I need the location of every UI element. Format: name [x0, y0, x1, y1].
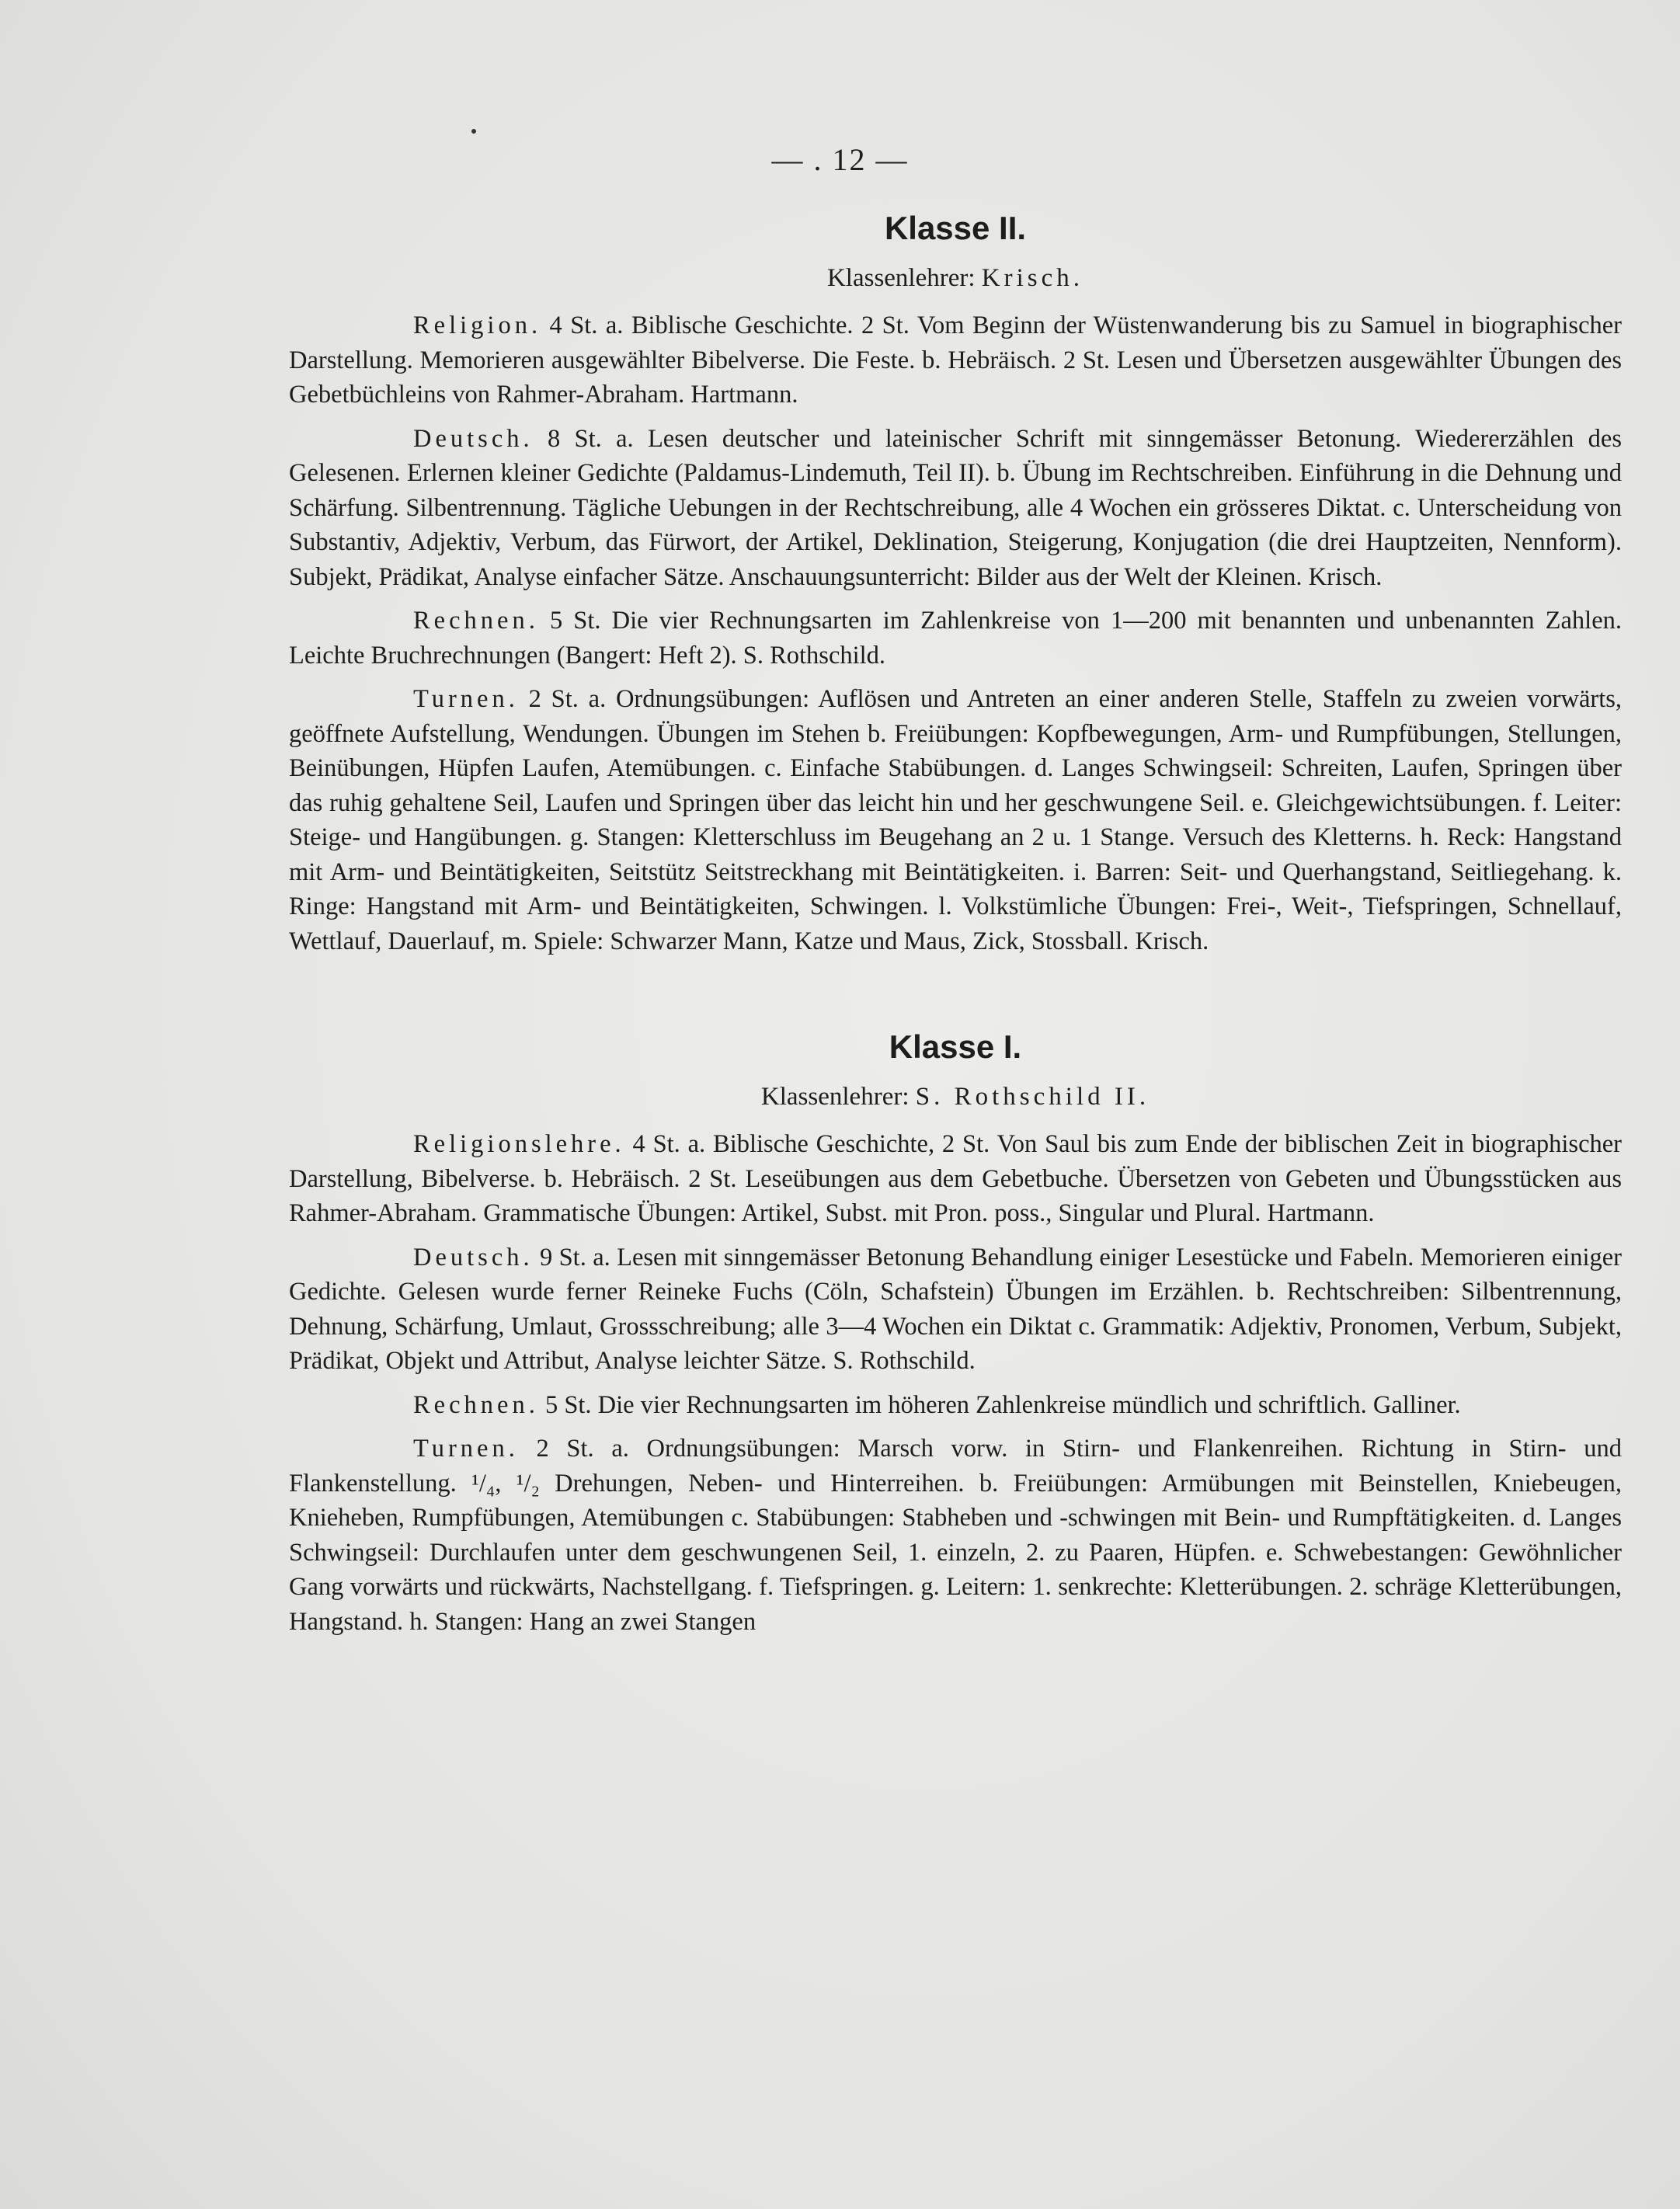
section-klasse-2 — [289, 210, 1622, 958]
class-teacher-line — [289, 1083, 1622, 1111]
paragraph-body: 9 St. a. Lesen mit sinngemässer Betonung Behandlung einiger Lesestücke und Fabeln. Memorieren einiger Gedichte. Gelesen wurde ferner Reineke Fuchs (Cöln, Schafstein) Übungen im Erzählen. b. Rechtschreiben: Silbentrennung, Dehnung, Schärfung, Umlaut, Grossschreibung; alle 3—4 Wochen ein Diktat c. Grammatik: Adjektiv, Pronomen, Verbum, Subjekt, Prädikat, Objekt und Attribut, Analyse leichter Sätze. S. Rothschild. — [289, 1243, 1623, 1375]
teacher-label: Klassenlehrer: — [760, 1083, 910, 1111]
paragraph-body: 2 St. a. Ordnungsübungen: Auflösen und Antreten an einer anderen Stelle, Staffeln zu zweien vorwärts, geöffnete Aufstellung, Wendungen. Übungen im Stehen b. Freiübungen: Kopfbewegungen, Arm- und Rumpfübungen, Stellungen, Beinübungen, Hüpfen Laufen, Atemübungen. c. Einfache Stabübungen. d. Langes Schwingseil: Schreiten, Laufen, Springen über das ruhig gehaltene Seil, Laufen und Springen über das leicht hin und her geschwungene Seil. e. Gleichgewichtsübungen. f. Leiter: Steige- und Hangübungen. g. Stangen: Kletterschluss im Beugehang an 2 u. 1 Stange. Versuch des Kletterns. h. Reck: Hangstand mit Arm- und Beintätigkeiten, Seitstütz Seitstreckhang mit Beintätigkeiten. i. Barren: Seit- und Querhangstand, Seitliegehang. k. Ringe: Hangstand mit Arm- und Beintätigkeiten, Schwingen. l. Volkstümliche Übungen: Frei-, Weit-, Tiefspringen, Schnellauf, Wettlauf, Dauerlauf, m. Spiele: Schwarzer Mann, Katze und Maus, Zick, Stossball. Krisch. — [289, 685, 1623, 955]
paragraph-rechnen — [289, 604, 1622, 673]
paragraph-deutsch — [289, 1240, 1622, 1379]
subject-label: Deutsch. — [413, 1243, 534, 1271]
subject-label: Turnen. — [413, 1435, 519, 1463]
teacher-name: S. Rothschild II. — [915, 1083, 1150, 1111]
scan-speck — [471, 129, 476, 134]
paragraph-religionslehre — [289, 1127, 1622, 1231]
paragraph-religion — [289, 308, 1622, 412]
paragraph-body: 8 St. a. Lesen deutscher und lateinischer Schrift mit sinngemässer Betonung. Wiedererzählen des Gelesenen. Erlernen kleiner Gedichte (Paldamus-Lindemuth, Teil II). b. Übung im Rechtschreiben. Einführung in die Dehnung und Schärfung. Silbentrennung. Tägliche Uebungen in der Rechtschreibung, alle 4 Wochen ein grösseres Diktat. c. Unterscheidung von Substantiv, Adjektiv, Verbum, das Fürwort, der Artikel, Deklination, Steigerung, Konjugation (die drei Hauptzeiten, Nennform). Subjekt, Prädikat, Analyse einfacher Sätze. Anschauungsunterricht: Bilder aus der Welt der Kleinen. Krisch. — [289, 424, 1622, 591]
subject-label: Rechnen. — [413, 607, 539, 635]
paragraph-rechnen — [289, 1388, 1622, 1423]
page-number: — . 12 — — [771, 142, 909, 177]
subject-label: Deutsch. — [413, 424, 534, 453]
paragraph-turnen — [289, 1432, 1622, 1639]
class-teacher-line — [289, 264, 1622, 293]
teacher-name: Krisch. — [981, 264, 1084, 292]
section-heading: Klasse II. — [884, 210, 1027, 246]
page-content — [289, 210, 1622, 1648]
paragraph-body: 5 St. Die vier Rechnungsarten im Zahlenkreise von 1—200 mit benannten und unbenannten Zahlen. Leichte Bruchrechnungen (Bangert: Heft 2). S. Rothschild. — [289, 607, 1622, 670]
teacher-label: Klassenlehrer: — [826, 264, 976, 292]
section-klasse-1 — [289, 1028, 1622, 1639]
paragraph-deutsch — [289, 422, 1622, 595]
subject-label: Religion. — [413, 311, 542, 339]
paragraph-body: 5 St. Die vier Rechnungsarten im höheren Zahlenkreise mündlich und schriftlich. Galliner. — [544, 1390, 1461, 1419]
subject-label: Rechnen. — [413, 1390, 539, 1419]
subject-label: Turnen. — [413, 685, 519, 713]
paragraph-body: 4 St. a. Biblische Geschichte. 2 St. Vom Beginn der Wüstenwanderung bis zu Samuel in biographischer Darstellung. Memorieren ausgewählter Bibelverse. Die Feste. b. Hebräisch. 2 St. Lesen und Übersetzen ausgewählter Übungen des Gebetbüchleins von Rahmer-Abraham. Hartmann. — [289, 311, 1622, 409]
paragraph-body: 4 St. a. Biblische Geschichte, 2 St. Von Saul bis zum Ende der biblischen Zeit in biographischer Darstellung, Bibelverse. b. Hebräisch. 2 St. Leseübungen aus dem Gebetbuche. Übersetzen von Gebeten und Übungsstücken aus Rahmer-Abraham. Grammatische Übungen: Artikel, Subst. mit Pron. poss., Singular und Plural. Hartmann. — [289, 1130, 1622, 1227]
subject-label: Religionslehre. — [413, 1130, 625, 1158]
paragraph-body: 2 St. a. Ordnungsübungen: Marsch vorw. in Stirn- und Flankenreihen. Richtung in Stirn- und Flankenstellung. ¹/₄, ¹/₂ Drehungen, Neben- und Hinterreihen. b. Freiübungen: Armübungen mit Beinstellen, Kniebeugen, Knieheben, Rumpfübungen, Atemübungen c. Stabübungen: Stabheben und -schwingen mit Bein- und Rumpftätigkeiten. d. Langes Schwingseil: Durchlaufen unter dem geschwungenen Seil, 1. einzeln, 2. zu Paaren, Hüpfen. e. Schwebestangen: Gewöhnlicher Gang vorwärts und rückwärts, Nachstellgang. f. Tiefspringen. g. Leitern: 1. senkrechte: Kletterübungen. 2. schräge Kletterübungen, Hangstand. h. Stangen: Hang an zwei Stangen — [289, 1435, 1622, 1636]
section-divider-space — [289, 968, 1622, 1028]
paragraph-turnen — [289, 682, 1622, 958]
section-heading: Klasse I. — [889, 1028, 1022, 1065]
